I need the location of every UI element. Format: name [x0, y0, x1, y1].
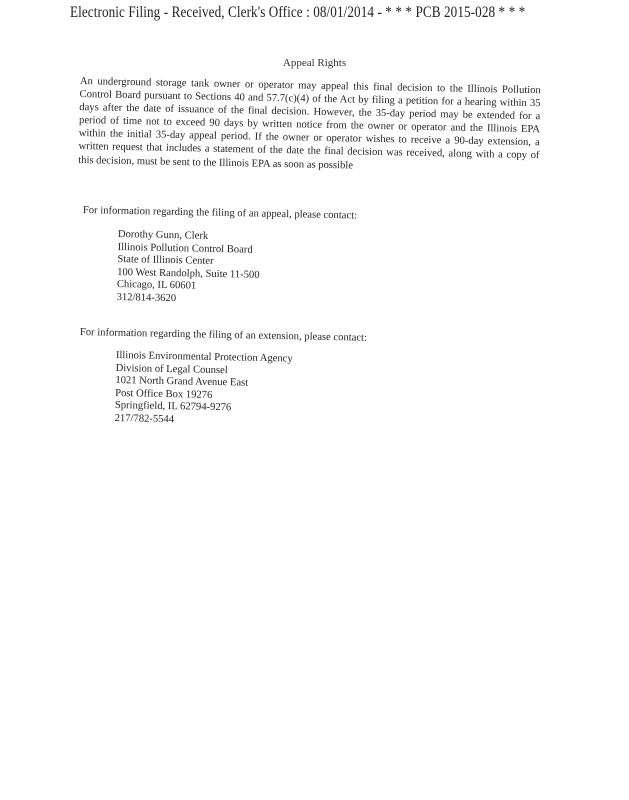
address-line: Springfield, IL 62794-9276 [114, 400, 232, 414]
address-line: 217/782-5544 [114, 412, 175, 426]
address-line: 100 West Randolph, Suite 11-500 [117, 266, 260, 281]
address-line: State of Illinois Center [117, 254, 214, 268]
address-line: Illinois Environmental Protection Agency [115, 350, 293, 365]
address-line: Illinois Pollution Control Board [117, 241, 253, 256]
appeal-contact-address [116, 229, 260, 307]
address-line: Division of Legal Counsel [115, 362, 228, 376]
address-line: 1021 North Grand Avenue East [115, 375, 249, 389]
extension-contact-intro: For information regarding the filing of an extension, please contact: [79, 327, 368, 344]
address-line: 312/814-3620 [116, 291, 177, 305]
page-heading: Appeal Rights [282, 57, 347, 69]
filing-stamp: Electronic Filing - Received, Clerk's Office : 08/01/2014 - * * * PCB 2015-028 * * * [70, 4, 526, 21]
appeal-contact-intro: For information regarding the filing of an appeal, please contact: [82, 205, 358, 222]
extension-contact-address [114, 350, 292, 429]
address-line: Dorothy Gunn, Clerk [117, 229, 209, 242]
address-line: Chicago, IL 60601 [116, 279, 197, 292]
address-line: Post Office Box 19276 [115, 387, 213, 401]
appeal-rights-paragraph: An underground storage tank owner or operator may appeal this final decision to the Illinois Pollution Control Board pursuant to Sections 40 and 57.7(c)(4) of the Act by filing a petition for a hearing within 35 days after the date of issuance of the final decision. However, the 35-day period may be extended for a period of time not to exceed 90 days by written notice from the owner or operator and the Illinois EPA within the initial 35-day appeal period. If the owner or operator wishes to receive a 90-day extension, a written request that includes a statement of the date the final decision was received, along with a copy of this decision, must be sent to the Illinois EPA as soon as possible [78, 75, 541, 172]
